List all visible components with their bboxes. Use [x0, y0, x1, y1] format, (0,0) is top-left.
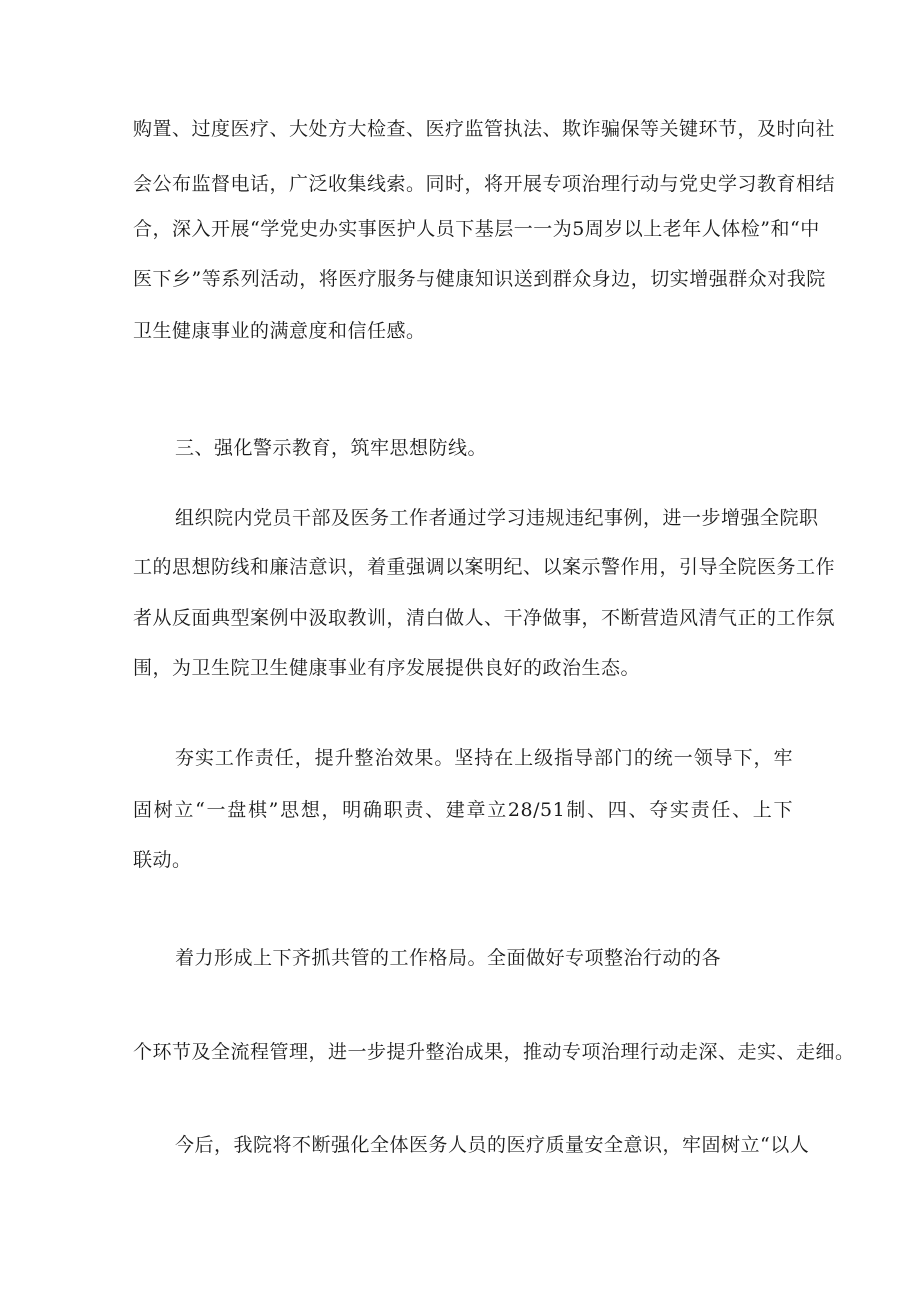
paragraph-3-line-2: 固树立“一盘棋”思想，明确职责、建章立28/51制、四、夺实责任、上下	[133, 799, 793, 821]
paragraph-1-line-2: 会公布监督电话，广泛收集线索。同时，将开展专项治理行动与党史学习教育相结	[133, 173, 836, 195]
paragraph-2-line-4: 围，为卫生院卫生健康事业有序发展提供良好的政治生态。	[133, 657, 641, 679]
paragraph-4-line-1: 着力形成上下齐抓共管的工作格局。全面做好专项整治行动的各	[175, 947, 722, 969]
paragraph-1-line-3: 合，深入开展“学党史办实事医护人员下基层一一为5周岁以上老年人体检”和“中	[133, 218, 820, 240]
paragraph-2-line-1: 组织院内党员干部及医务工作者通过学习违规违纪事例，进一步增强全院职	[175, 507, 819, 529]
paragraph-1-line-4: 医下乡”等系列活动，将医疗服务与健康知识送到群众身边，切实增强群众对我院	[133, 268, 826, 290]
paragraph-1-line-5: 卫生健康事业的满意度和信任感。	[133, 320, 426, 342]
paragraph-5-line-1: 个环节及全流程管理，进一步提升整治成果，推动专项治理行动走深、走实、走细。	[133, 1041, 855, 1063]
paragraph-2-line-2: 工的思想防线和廉洁意识，着重强调以案明纪、以案示警作用，引导全院医务工作	[133, 556, 836, 578]
paragraph-2-line-3: 者从反面典型案例中汲取教训，清白做人、干净做事，不断营造风清气正的工作氛	[133, 607, 836, 629]
section-heading-3: 三、强化警示教育，筑牢思想防线。	[175, 437, 488, 459]
paragraph-1-line-1: 购置、过度医疗、大处方大检查、医疗监管执法、欺诈骗保等关键环节，及时向社	[133, 118, 836, 140]
paragraph-6-line-1: 今后，我院将不断强化全体医务人员的医疗质量安全意识，牢固树立“以人	[175, 1134, 810, 1156]
paragraph-3-line-1: 夯实工作责任，提升整治效果。坚持在上级指导部门的统一领导下，牢	[175, 747, 793, 769]
paragraph-3-line-3: 联动。	[133, 849, 192, 871]
